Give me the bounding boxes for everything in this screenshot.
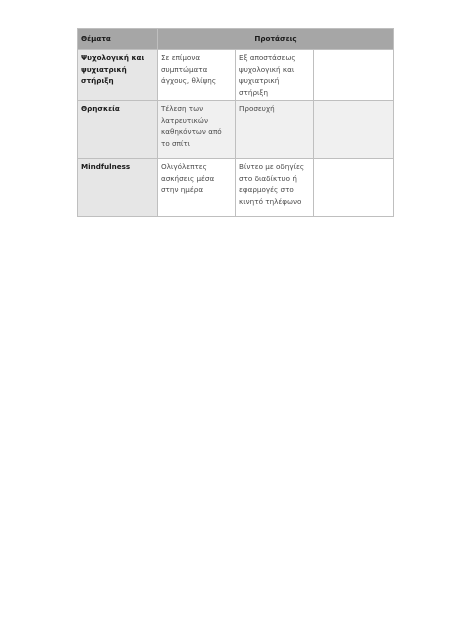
table-header-row xyxy=(78,29,394,50)
proposal-cell: Ολιγόλεπτες ασκήσεις μέσα στην ημέρα xyxy=(158,159,236,217)
table-row xyxy=(78,101,394,159)
topics-proposals-table xyxy=(77,28,394,217)
proposal-cell-empty xyxy=(314,50,394,101)
proposal-cell: Προσευχή xyxy=(236,101,314,159)
proposal-cell-empty xyxy=(314,101,394,159)
proposal-cell-empty xyxy=(314,159,394,217)
proposal-cell: Σε επίμονα συμπτώματα άγχους, θλίψης xyxy=(158,50,236,101)
topic-cell: Mindfulness xyxy=(78,159,158,217)
table-row xyxy=(78,159,394,217)
table-row xyxy=(78,50,394,101)
proposal-cell: Εξ αποστάσεως ψυχολογική και ψυχιατρική στήριξη xyxy=(236,50,314,101)
header-proposals: Προτάσεις xyxy=(158,29,394,50)
topic-cell: Ψυχολογική και ψυχιατρική στήριξη xyxy=(78,50,158,101)
header-topics: Θέματα xyxy=(78,29,158,50)
topic-cell: Θρησκεία xyxy=(78,101,158,159)
proposal-cell: Τέλεση των λατρευτικών καθηκόντων από το σπίτι xyxy=(158,101,236,159)
proposal-cell: Βίντεο με οδηγίες στο διαδίκτυο ή εφαρμογές στο κινητό τηλέφωνο xyxy=(236,159,314,217)
